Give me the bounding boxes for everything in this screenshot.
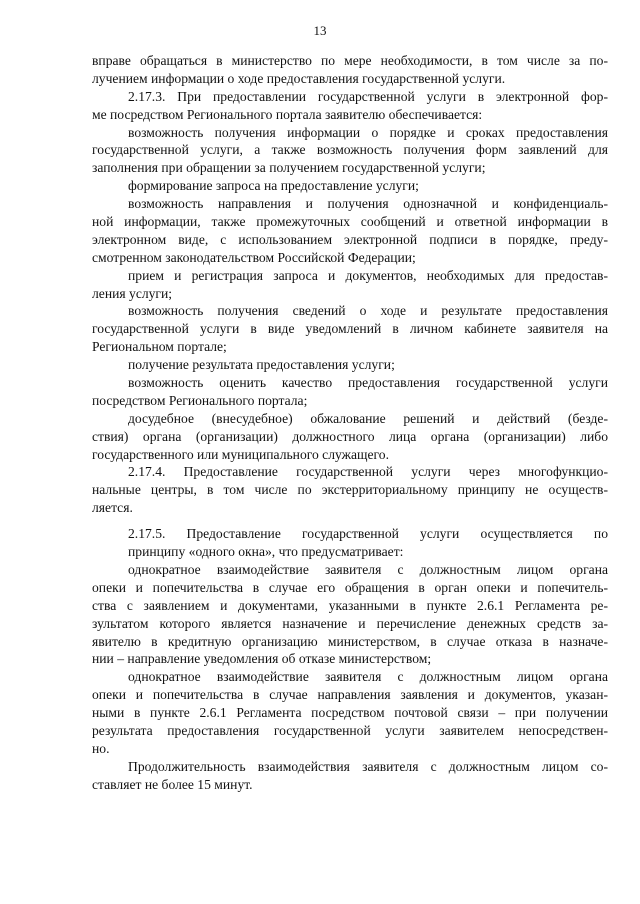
text-line: досудебное (внесудебное) обжалование решений и действий (безде-	[128, 410, 608, 426]
text-line: явителю в кредитную организацию министерством, в случае отказа в назначе-	[92, 633, 608, 649]
text-line: 2.17.3. При предоставлении государственной услуги в электронной фор-	[128, 88, 608, 104]
text-line: результата предоставления государственной услуги заявителем непосредствен-	[92, 722, 608, 738]
text-line: Региональном портале;	[92, 339, 227, 355]
text-line: прием и регистрация запроса и документов, необходимых для предостав-	[128, 267, 608, 283]
text-line: однократное взаимодействие заявителя с должностным лицом органа	[128, 669, 608, 685]
text-line: ства с заявлением и документами, указанными в пункте 2.6.1 Регламента ре-	[92, 597, 608, 613]
text-line: ной информации, также промежуточных сообщений и ответной информации в	[92, 214, 608, 230]
text-line: заполнения при обращении за получением государственной услуги;	[92, 160, 486, 176]
text-line: ме посредством Регионального портала заявителю обеспечивается:	[92, 106, 483, 122]
text-line: государственной услуги в виде уведомлений в личном кабинете заявителя на	[92, 321, 608, 337]
paragraph-gap	[92, 517, 608, 525]
text-line: электронном виде, с использованием электронной подписи в порядке, преду-	[92, 231, 608, 247]
text-line: возможность получения информации о порядке и сроках предоставления	[128, 124, 608, 140]
text-line: принципу «одного окна», что предусматривает:	[128, 544, 404, 560]
text-line: нальные центры, в том числе по экстерриториальному принципу не осуществ-	[92, 482, 608, 498]
text-line: 2.17.4. Предоставление государственной услуги через многофункцио-	[128, 464, 608, 480]
text-line: 2.17.5. Предоставление государственной услуги осуществляется по	[128, 526, 608, 542]
text-line: возможность оценить качество предоставления государственной услуги	[128, 375, 608, 391]
text-line: ления услуги;	[92, 285, 173, 301]
text-line: государственной услуги, а также возможность получения форм заявлений для	[92, 142, 608, 158]
text-line: опеки и попечительства в случае его обращения в орган опеки и попечитель-	[92, 579, 608, 595]
text-line: вправе обращаться в министерство по мере необходимости, в том числе за по-	[92, 53, 608, 68]
text-line: смотренном законодательством Российской Федерации;	[92, 249, 416, 265]
text-line: лучением информации о ходе предоставления государственной услуги.	[92, 70, 506, 86]
text-line: государственного или муниципального служащего.	[92, 446, 389, 462]
text-line: ставляет не более 15 минут.	[92, 776, 253, 792]
text-line: зультатом которого является назначение и перечисление денежных средств за-	[92, 615, 608, 631]
text-line: нии – направление уведомления об отказе министерством;	[92, 651, 432, 667]
text-line: опеки и попечительства в случае направления заявления и документов, указан-	[92, 687, 608, 703]
text-line: ляется.	[92, 500, 133, 516]
text-line: но.	[92, 740, 110, 756]
document-body	[92, 52, 608, 794]
text-line: формирование запроса на предоставление услуги;	[128, 178, 419, 194]
text-line: получение результата предоставления услуги;	[128, 357, 395, 373]
text-line: однократное взаимодействие заявителя с должностным лицом органа	[128, 561, 608, 577]
text-line: возможность направления и получения однозначной и конфиденциаль-	[128, 196, 608, 212]
page-number: 13	[313, 23, 327, 38]
text-line: посредством Регионального портала;	[92, 392, 308, 408]
text-line: ствия) органа (организации) должностного лица органа (организации) либо	[92, 428, 608, 444]
text-line: Продолжительность взаимодействия заявителя с должностным лицом со-	[128, 758, 608, 774]
text-line: возможность получения сведений о ходе и результате предоставления	[128, 303, 608, 319]
text-line: ными в пункте 2.6.1 Регламента посредством почтовой связи – при получении	[92, 705, 608, 721]
